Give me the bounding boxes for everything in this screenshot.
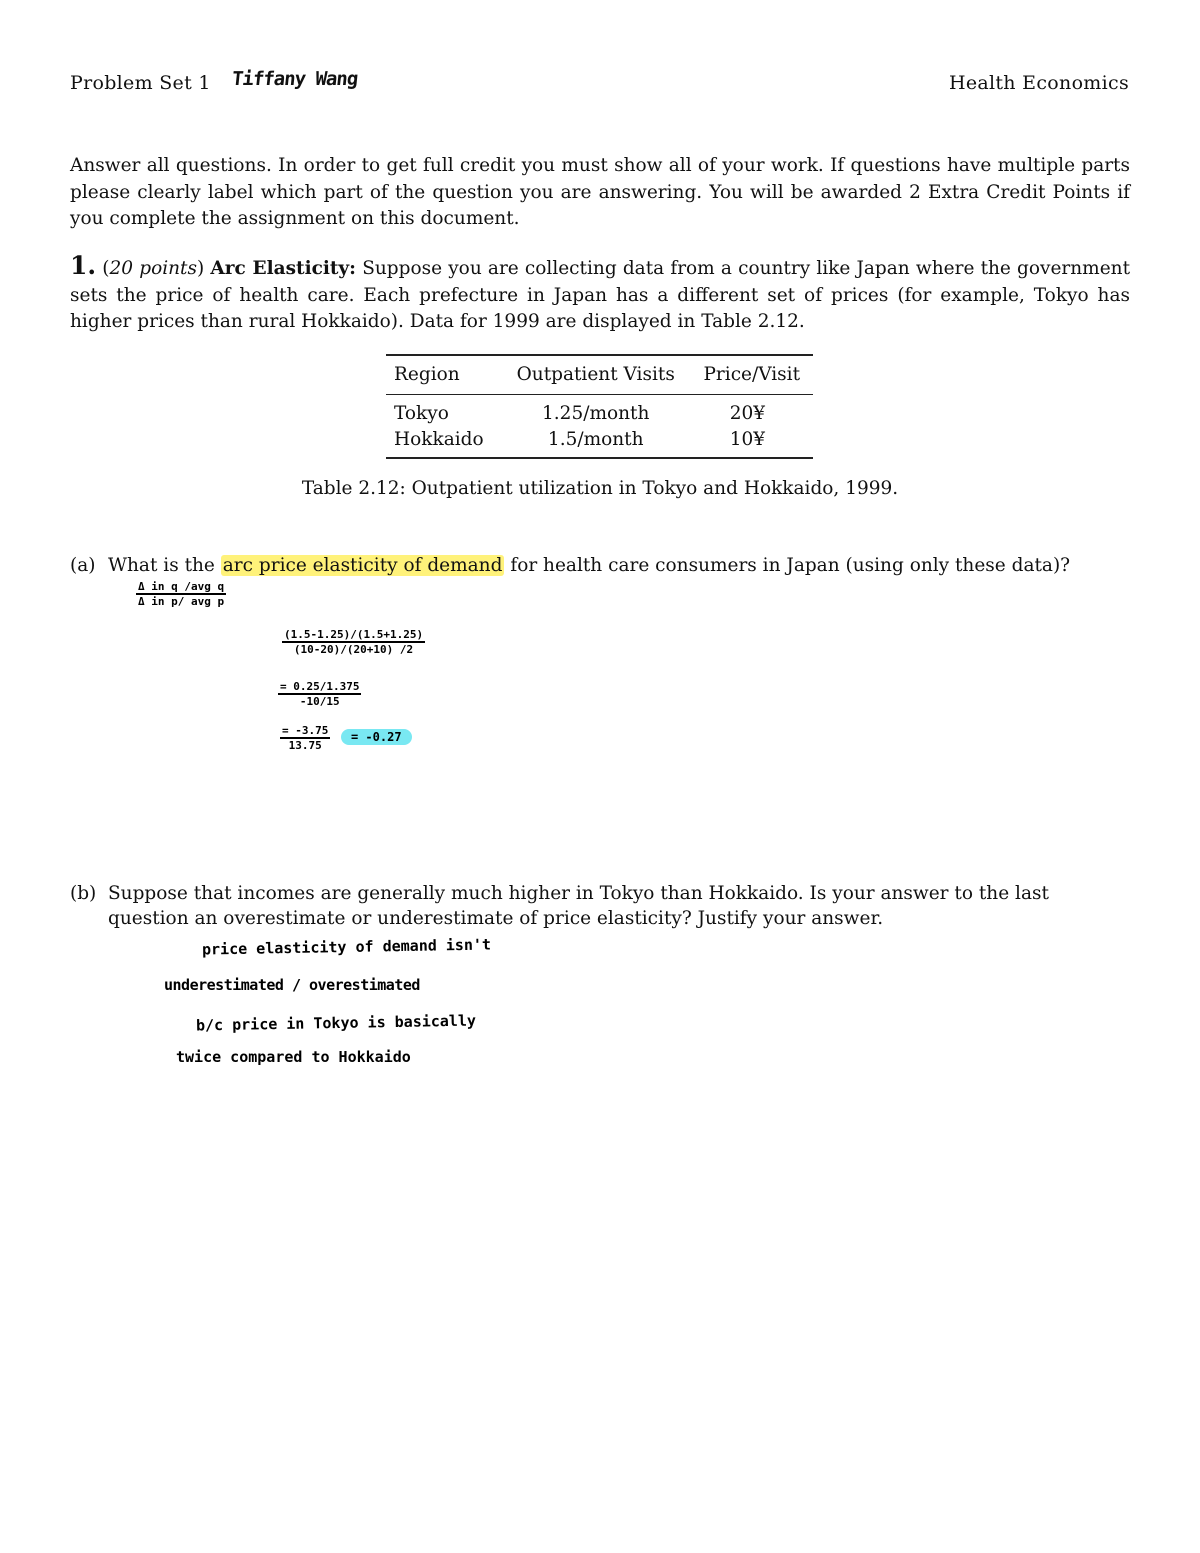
- handwritten-answer-line: twice compared to Hokkaido: [176, 1048, 411, 1066]
- part-b-question: [70, 881, 1130, 931]
- table-header-row: [386, 355, 813, 395]
- part-a-text-before: What is the: [108, 555, 215, 576]
- step3-denominator: 13.75: [288, 739, 322, 752]
- final-answer-highlight: = -0.27: [341, 729, 412, 745]
- table-header-cell: Outpatient Visits: [501, 355, 691, 395]
- part-a-text-after: for health care consumers in Japan (using only these data)?: [510, 555, 1071, 576]
- table-cell: 1.5/month: [501, 426, 691, 458]
- step3-numerator: = -3.75: [282, 724, 329, 737]
- part-b-text: Suppose that incomes are generally much higher in Tokyo than Hokkaido. Is your answer to the last question an overestimate or underestimate of price elasticity? Justify your answer.: [108, 883, 1049, 929]
- handwritten-step-1: [282, 628, 425, 656]
- handwritten-answer-line: underestimated / overestimated: [164, 976, 420, 994]
- part-b-label: (b): [70, 883, 97, 904]
- handwritten-answer-line: b/c price in Tokyo is basically: [195, 1011, 477, 1035]
- question-1: 1. (20 points) Arc Elasticity: Suppose you are collecting data from a country like Japan where the government sets the price of health care. Each prefecture in Japan has a different set of prices (for example, Tokyo has higher prices than rural Hokkaido). Data for 1999 are displayed in Table 2.12.: [70, 251, 1131, 332]
- question-body: Suppose you are collecting data from a country like Japan where the government sets the price of health care. Each prefecture in Japan has a different set of prices (for example, Tokyo has higher prices than rural Hokkaido). Data for 1999 are displayed in Table 2.12.: [70, 258, 1131, 332]
- table-cell: Hokkaido: [386, 426, 501, 458]
- handwritten-formula: [136, 580, 226, 608]
- table-header-cell: Region: [386, 355, 501, 395]
- step1-numerator: (1.5-1.25)/(1.5+1.25): [284, 628, 424, 641]
- table-cell: Tokyo: [394, 402, 449, 424]
- problem-set-title: Problem Set 1: [70, 72, 211, 94]
- student-name-handwritten: Tiffany Wang: [230, 68, 359, 90]
- question-title: Arc Elasticity:: [210, 258, 357, 279]
- step2-numerator: = 0.25/1.375: [280, 680, 360, 693]
- question-points: 20 points: [109, 258, 197, 279]
- part-a-label: (a): [70, 555, 96, 576]
- step2-denominator: -10/15: [299, 695, 340, 708]
- formula-denominator: Δ in p/ avg p: [138, 595, 225, 608]
- table-row: [386, 426, 813, 458]
- page-title: [70, 72, 211, 94]
- instructions: Answer all questions. In order to get full credit you must show all of your work. If questions have multiple parts please clearly label which part of the question you are answering. You will be awarded 2 Extra Credit Points if you complete the assignment on this document.: [70, 155, 1130, 229]
- table-cell: 10¥: [691, 426, 813, 458]
- outpatient-table: [386, 354, 813, 459]
- highlighted-phrase: arc price elasticity of demand: [222, 555, 503, 576]
- table-row: [386, 395, 813, 427]
- handwritten-step-2: [278, 680, 361, 708]
- formula-numerator: Δ in q /avg q: [138, 580, 225, 593]
- table-header-cell: Price/Visit: [691, 355, 813, 395]
- question-number: 1.: [70, 251, 97, 280]
- table-cell: 1.25/month: [542, 402, 650, 424]
- table-cell: 20¥: [729, 402, 765, 424]
- handwritten-step-3: [280, 724, 412, 752]
- handwritten-answer-line: price elasticity of demand isn't: [201, 935, 492, 959]
- table-caption: Table 2.12: Outpatient utilization in Tokyo and Hokkaido, 1999.: [301, 478, 899, 499]
- part-a-question: [70, 553, 1130, 578]
- step1-denominator: (10-20)/(20+10) /2: [293, 643, 414, 656]
- course-name: Health Economics: [948, 72, 1129, 94]
